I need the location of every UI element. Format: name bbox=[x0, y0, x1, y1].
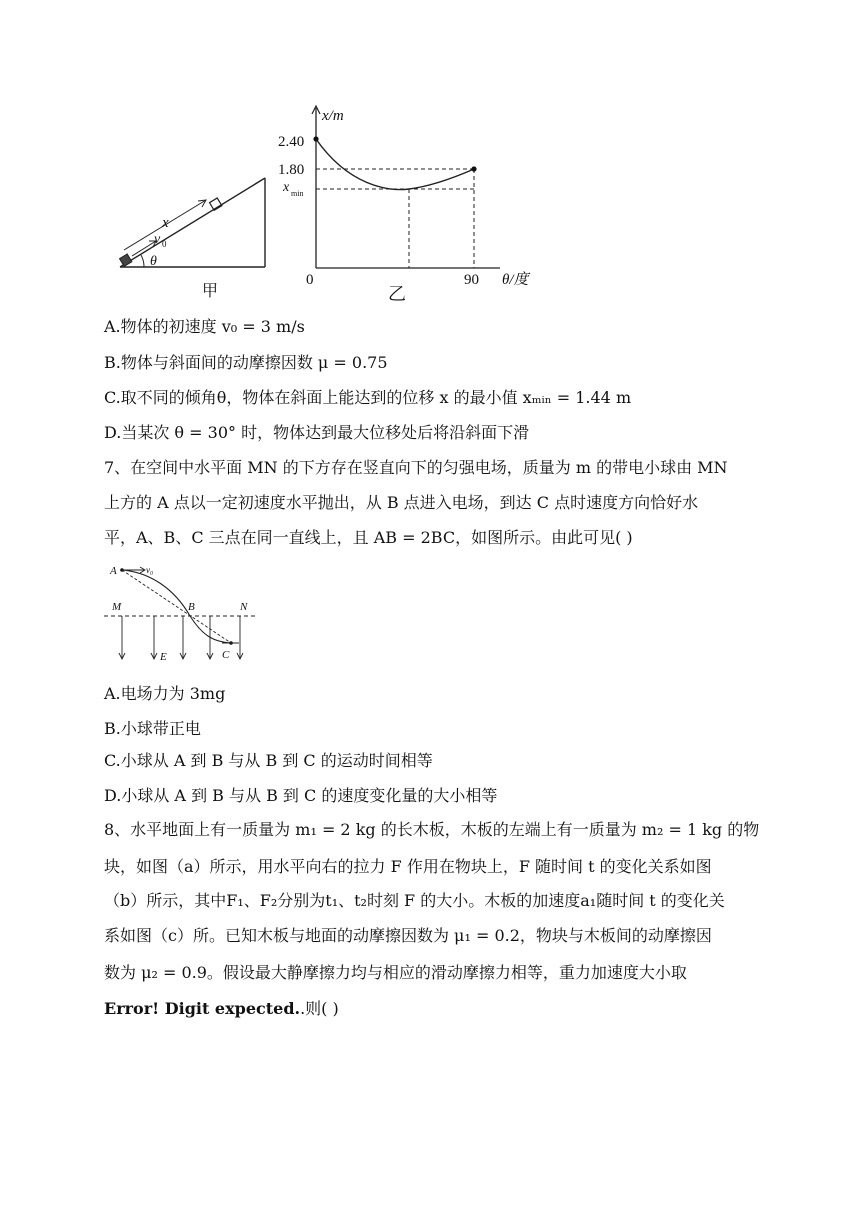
label-C: C bbox=[222, 649, 230, 661]
label-N: N bbox=[240, 601, 248, 613]
q7-option-c: C.小球从 A 到 B 与从 B 到 C 的运动时间相等 bbox=[104, 751, 433, 770]
x-axis-label: θ/度 bbox=[502, 272, 529, 288]
q7-stem-line3: 平，A、B、C 三点在同一直线上，且 AB = 2BC，如图所示。由此可见( ) bbox=[104, 528, 633, 547]
q6-option-b: B.物体与斜面间的动摩擦因数 μ = 0.75 bbox=[104, 353, 388, 372]
figure-field bbox=[104, 560, 264, 670]
theta-arc bbox=[141, 255, 144, 267]
figure-incline bbox=[110, 170, 280, 300]
label-x: x bbox=[162, 215, 169, 231]
q8-stem-line1: 8、水平地面上有一质量为 m₁ = 2 kg 的长木板，木板的左端上有一质量为 m₂ = 1 kg 的物 bbox=[104, 820, 760, 839]
error-text: Error! Digit expected. bbox=[104, 999, 301, 1018]
y-tick-2.40: 2.40 bbox=[278, 134, 305, 150]
label-A: A bbox=[110, 565, 117, 577]
point-end bbox=[471, 166, 476, 171]
q7-option-b: B.小球带正电 bbox=[104, 719, 201, 738]
y-tick-xmin: x bbox=[283, 180, 290, 195]
q6-option-a: A.物体的初速度 v₀ = 3 m/s bbox=[104, 317, 305, 336]
curve-x-theta bbox=[316, 139, 474, 190]
point-start bbox=[313, 136, 318, 141]
q8-tail: .则( ) bbox=[300, 999, 339, 1018]
y-tick-1.80: 1.80 bbox=[278, 162, 305, 178]
q8-stem-line4: 系如图（c）所。已知木板与地面的动摩擦因数为 μ₁ = 0.2，物块与木板间的动摩擦因 bbox=[104, 926, 712, 945]
q7-option-a: A.电场力为 3mg bbox=[104, 684, 226, 703]
figure-graph bbox=[278, 100, 548, 305]
q8-stem-line5: 数为 μ₂ = 0.9。假设最大静摩擦力均与相应的滑动摩擦力相等，重力加速度大小取 bbox=[104, 963, 687, 982]
y-tick-xmin-sub: min bbox=[291, 189, 304, 198]
label-v0-sub: 0 bbox=[162, 239, 167, 249]
caption-jia: 甲 bbox=[202, 283, 219, 300]
x-tick-0: 0 bbox=[306, 272, 314, 288]
y-axis-label: x/m bbox=[322, 108, 344, 124]
q8-stem-line2: 块，如图（a）所示，用水平向右的拉力 F 作用在物块上，F 随时间 t 的变化关系如图 bbox=[104, 857, 712, 876]
label-E: E bbox=[160, 651, 167, 663]
q7-option-d: D.小球从 A 到 B 与从 B 到 C 的速度变化量的大小相等 bbox=[104, 786, 498, 805]
q7-stem-line1: 7、在空间中水平面 MN 的下方存在竖直向下的匀强电场，质量为 m 的带电小球由 MN bbox=[104, 458, 728, 477]
line-ABC bbox=[122, 570, 231, 643]
q8-stem-line6 bbox=[104, 998, 339, 1020]
label-theta: θ bbox=[150, 254, 157, 269]
block-at-bottom bbox=[120, 254, 132, 266]
q6-option-c: C.取不同的倾角θ，物体在斜面上能达到的位移 x 的最小值 xₘᵢₙ = 1.44 m bbox=[104, 388, 632, 407]
x-tick-90: 90 bbox=[464, 272, 479, 288]
label-v0: v₀ bbox=[146, 565, 154, 575]
q8-stem-line3: （b）所示，其中F₁、F₂分别为t₁、t₂时刻 F 的大小。木板的加速度a₁随时间 t 的变化关 bbox=[104, 891, 725, 910]
label-v0: v bbox=[154, 232, 161, 247]
caption-yi: 乙 bbox=[388, 284, 406, 304]
q7-stem-line2: 上方的 A 点以一定初速度水平抛出，从 B 点进入电场，到达 C 点时速度方向恰好水 bbox=[104, 493, 699, 512]
incline-surface bbox=[120, 178, 265, 267]
label-M: M bbox=[112, 601, 122, 613]
q6-option-d: D.当某次 θ = 30° 时，物体达到最大位移处后将沿斜面下滑 bbox=[104, 423, 530, 442]
label-B: B bbox=[188, 601, 195, 613]
